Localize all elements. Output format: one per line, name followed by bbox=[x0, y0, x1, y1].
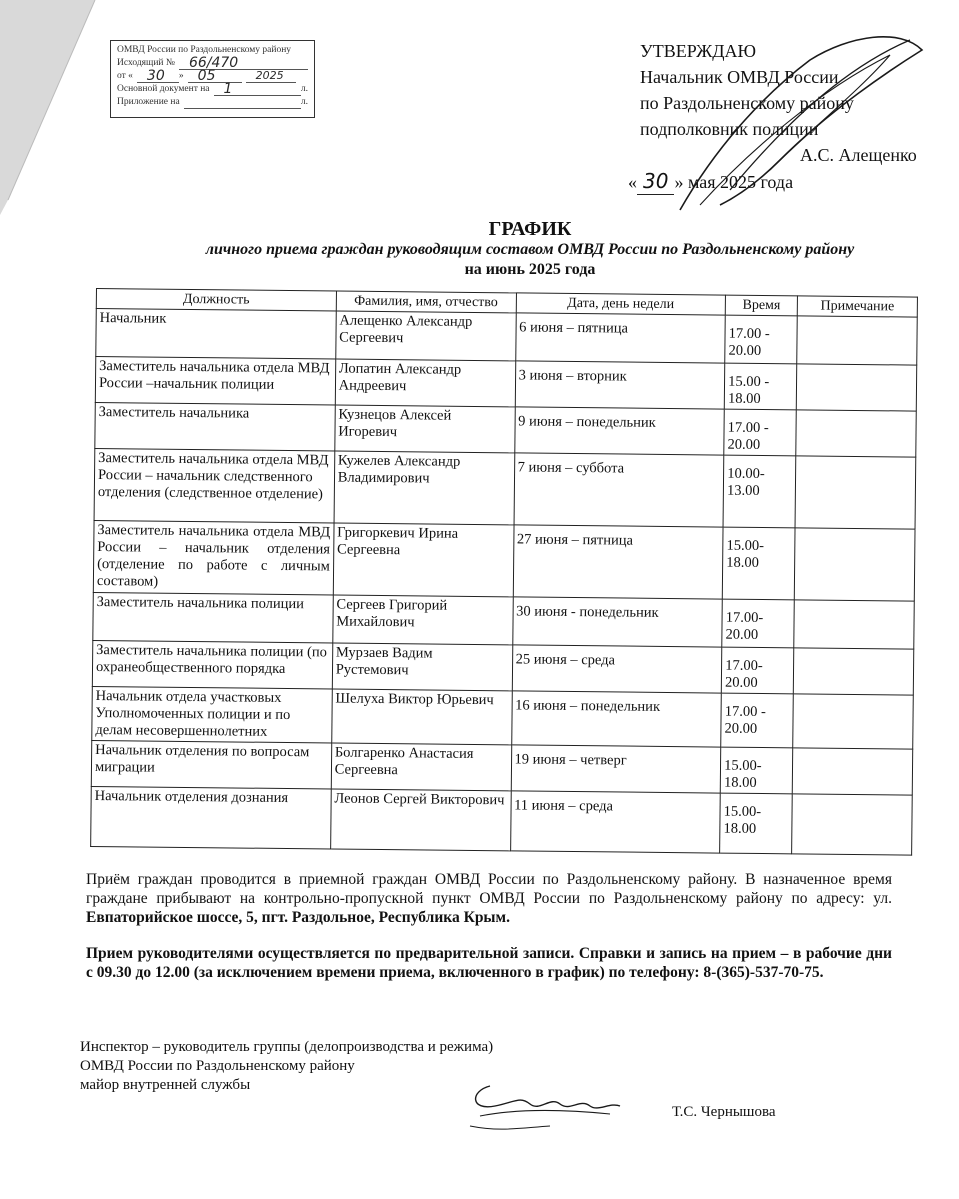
cell-note bbox=[794, 528, 915, 601]
approval-name: А.С. Алещенко bbox=[800, 145, 917, 165]
header-name: Фамилия, имя, отчество bbox=[336, 291, 516, 313]
approval-date-rest: мая 2025 года bbox=[687, 172, 794, 192]
table-row bbox=[91, 786, 913, 855]
cell-date: 6 июня – пятница bbox=[515, 313, 725, 363]
cell-position: Начальник отдела участковых Уполномоченных полиции и по делам несовершеннолетних bbox=[92, 686, 332, 743]
cell-date: 25 июня – среда bbox=[512, 645, 722, 693]
approval-block bbox=[628, 38, 940, 195]
cell-date: 27 июня – пятница bbox=[513, 525, 723, 599]
cell-name: Лопатин Александр Андреевич bbox=[335, 359, 515, 407]
approval-line3: подполковник полиции bbox=[640, 119, 819, 139]
footer-line3: майор внутренней службы bbox=[80, 1077, 251, 1093]
stamp-from-year: 2025 bbox=[246, 70, 296, 83]
approval-date-open-quote: « bbox=[628, 172, 637, 192]
registration-stamp: ОМВД России по Раздольненскому району Исходящий № 66/470 от « 30 » 05 2025 Основной документ на 1 л. Приложение на л. bbox=[110, 40, 315, 118]
cell-name: Сергеев Григорий Михайлович bbox=[333, 595, 513, 645]
cell-time: 17.00-20.00 bbox=[722, 599, 794, 648]
table-row bbox=[96, 309, 917, 366]
cell-date: 11 июня – среда bbox=[510, 791, 720, 853]
approval-date bbox=[628, 168, 940, 195]
cell-date: 16 июня – понедельник bbox=[511, 691, 721, 747]
footer-line1: Инспектор – руководитель группы (делопроизводства и режима) bbox=[80, 1039, 494, 1055]
reception-address: Евпаторийское шоссе, 5, пгт. Раздольное, Республика Крым. bbox=[86, 909, 510, 926]
cell-date: 19 июня – четверг bbox=[511, 745, 721, 793]
cell-name: Мурзаев Вадим Рустемович bbox=[332, 643, 512, 691]
cell-position: Заместитель начальника bbox=[95, 402, 335, 451]
cell-position: Заместитель начальника отдела МВД России –начальник полиции bbox=[95, 357, 335, 406]
cell-name: Леонов Сергей Викторович bbox=[330, 789, 510, 851]
cell-position: Заместитель начальника отдела МВД России – начальник отделения (отделение по работе с личным составом) bbox=[93, 520, 333, 595]
approval-line1: Начальник ОМВД России bbox=[640, 67, 839, 87]
stamp-attachment-unit: л. bbox=[300, 97, 308, 107]
stamp-attachment-value bbox=[184, 96, 301, 109]
title-main: ГРАФИК bbox=[488, 218, 572, 240]
stamp-basis-unit: л. bbox=[300, 84, 308, 94]
cell-name: Григоркевич Ирина Сергеевна bbox=[333, 523, 514, 597]
cell-time: 17.00 - 20.00 bbox=[724, 409, 796, 456]
cell-time: 17.00 - 20.00 bbox=[721, 693, 793, 748]
cell-position: Начальник bbox=[96, 309, 336, 360]
cell-name: Алещенко Александр Сергеевич bbox=[336, 311, 516, 361]
stamp-org: ОМВД России по Раздольненскому району bbox=[117, 45, 292, 55]
table-row bbox=[94, 448, 916, 529]
approval-date-close-quote: » bbox=[674, 172, 684, 192]
footer-line2: ОМВД России по Раздольненскому району bbox=[80, 1058, 355, 1074]
cell-note bbox=[796, 364, 916, 411]
cell-position: Начальник отделения дознания bbox=[91, 786, 331, 849]
stamp-from-label: от « bbox=[117, 71, 133, 81]
header-date: Дата, день недели bbox=[516, 293, 726, 315]
cell-note bbox=[793, 694, 913, 749]
cell-time: 17.00-20.00 bbox=[721, 647, 793, 694]
cell-name: Болгаренко Анастасия Сергеевна bbox=[331, 743, 511, 791]
title-subtitle: личного приема граждан руководящим составом ОМВД России по Раздольненскому району bbox=[205, 241, 855, 258]
table-row bbox=[92, 686, 914, 749]
header-note: Примечание bbox=[797, 296, 917, 317]
table-row bbox=[93, 520, 915, 601]
cell-name: Шелуха Виктор Юрьевич bbox=[331, 689, 511, 745]
stamp-from-month: 05 bbox=[188, 70, 242, 83]
cell-date: 30 июня - понедельник bbox=[512, 597, 722, 647]
footer-block bbox=[80, 1038, 493, 1095]
schedule-table bbox=[90, 288, 918, 856]
table-row bbox=[93, 592, 914, 649]
stamp-outgoing-label: Исходящий № bbox=[117, 58, 175, 68]
stamp-basis-label: Основной документ на bbox=[117, 84, 210, 94]
approval-date-day: 30 bbox=[637, 168, 674, 195]
inspector-signature bbox=[460, 1066, 630, 1136]
header-time: Время bbox=[725, 295, 797, 316]
header-position: Должность bbox=[96, 289, 336, 312]
cell-time: 15.00 - 18.00 bbox=[724, 363, 796, 410]
cell-name: Кужелев Александр Владимирович bbox=[334, 451, 515, 525]
reception-info-paragraph bbox=[86, 870, 892, 927]
footer-name: Т.С. Чернышова bbox=[672, 1104, 776, 1120]
cell-note bbox=[792, 794, 913, 855]
cell-time: 17.00 - 20.00 bbox=[725, 315, 797, 364]
cell-note bbox=[797, 316, 917, 365]
cell-date: 9 июня – понедельник bbox=[514, 407, 724, 455]
cell-note bbox=[793, 648, 913, 695]
stamp-outgoing-number: 66/470 bbox=[179, 57, 308, 70]
cell-note bbox=[795, 456, 916, 529]
document-title bbox=[100, 218, 959, 280]
cell-name: Кузнецов Алексей Игоревич bbox=[335, 405, 515, 453]
cell-time: 15.00-18.00 bbox=[722, 527, 795, 600]
reception-info-text: Приём граждан проводится в приемной граждан ОМВД России по Раздольненскому району. В назначенное время граждане прибывают на контрольно-пропускной пункт ОМВД России по Раздольненскому району по адресу: ул. bbox=[86, 871, 892, 907]
appointment-info-paragraph: Прием руководителями осуществляется по предварительной записи. Справки и запись на прием – в рабочие дни с 09.30 до 12.00 (за исключением времени приема, включенного в график) по телефону: 8-(365)-537-70-75. bbox=[86, 945, 892, 981]
cell-position: Заместитель начальника полиции bbox=[93, 592, 333, 643]
approval-line2: по Раздольненскому району bbox=[640, 93, 854, 113]
cell-time: 15.00-18.00 bbox=[720, 793, 793, 854]
stamp-basis-value: 1 bbox=[214, 83, 301, 96]
cell-position: Заместитель начальника полиции (по охранеобщественного порядка bbox=[92, 640, 332, 689]
approval-heading: УТВЕРЖДАЮ bbox=[640, 41, 757, 61]
cell-position: Заместитель начальника отдела МВД России – начальник следственного отделения (следственное отделение) bbox=[94, 448, 334, 523]
cell-time: 10.00-13.00 bbox=[723, 455, 796, 528]
title-period: на июнь 2025 года bbox=[464, 261, 596, 278]
cell-date: 7 июня – суббота bbox=[514, 453, 724, 527]
cell-note bbox=[792, 748, 912, 795]
cell-position: Начальник отделения по вопросам миграции bbox=[91, 740, 331, 789]
cell-note bbox=[794, 600, 914, 649]
cell-time: 15.00-18.00 bbox=[720, 747, 792, 794]
cell-date: 3 июня – вторник bbox=[515, 361, 725, 409]
stamp-attachment-label: Приложение на bbox=[117, 97, 180, 107]
cell-note bbox=[796, 410, 916, 457]
stamp-from-day: 30 bbox=[137, 70, 179, 83]
